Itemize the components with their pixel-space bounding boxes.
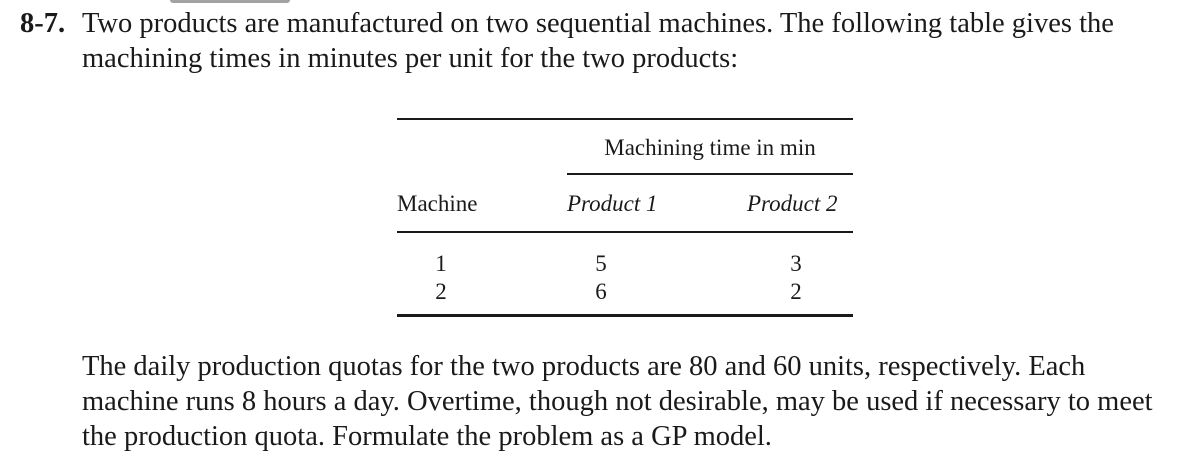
table-cell-product-1-row-2: 6 — [595, 279, 607, 304]
table-cell-machine-2: 2 — [435, 279, 447, 304]
table-cell-product-1-row-1: 5 — [595, 251, 607, 276]
problem-intro: Two products are manufactured on two sequential machines. The following table gives the machining times in minutes per unit for the two products: — [82, 8, 1114, 74]
problem-paragraph: The daily production quotas for the two products are 80 and 60 units, respectively. Each machine runs 8 hours a day. Overtime, though not desirable, may be used if necessary to meet the production quota. Formulate the problem as a GP model. — [82, 351, 1153, 452]
table-cell-product-2-row-1: 3 — [790, 251, 802, 276]
span-header-rule — [567, 173, 853, 175]
column-header-product-1: Product 1 — [567, 191, 658, 216]
table-cell-machine-1: 1 — [435, 251, 447, 276]
table-span-header: Machining time in min — [604, 135, 816, 160]
table-bottom-rule — [397, 314, 853, 317]
column-header-machine: Machine — [397, 191, 478, 216]
table-cell-product-2-row-2: 2 — [790, 279, 802, 304]
cropped-text-fragment — [170, 0, 290, 3]
machining-time-table — [397, 118, 853, 318]
table-top-rule — [397, 118, 853, 120]
problem-statement — [20, 6, 1185, 76]
problem-number: 8-7. — [20, 8, 66, 39]
column-header-product-2: Product 2 — [747, 191, 838, 216]
header-rule — [397, 231, 853, 233]
